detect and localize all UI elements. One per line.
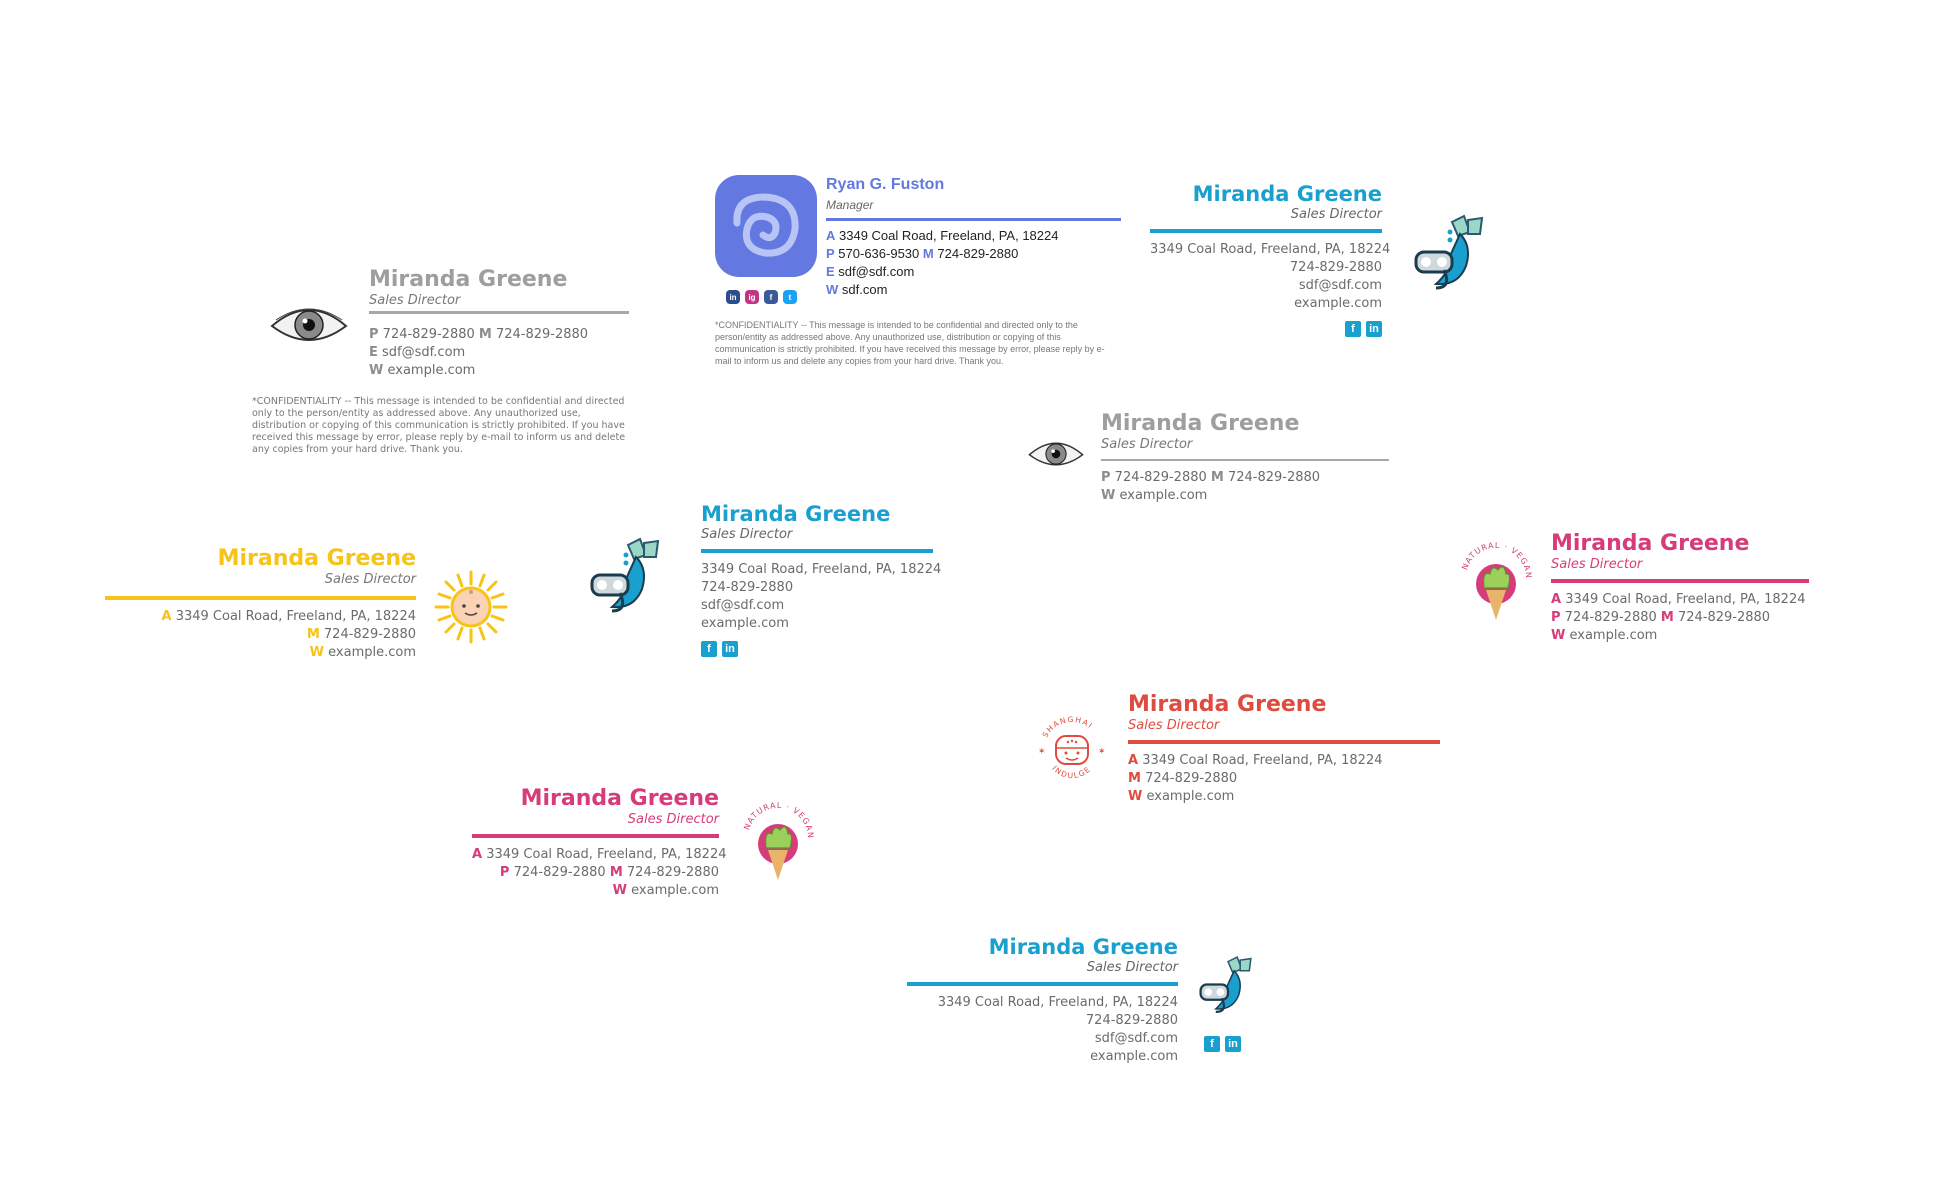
signature-divider bbox=[472, 834, 719, 838]
social-icons bbox=[1150, 321, 1382, 337]
phone-line: P 570-636-9530 M 724-829-2880 bbox=[826, 246, 1019, 261]
signature-title: Sales Director bbox=[1101, 437, 1193, 452]
signature-yellow bbox=[105, 546, 416, 662]
signature-title: Manager bbox=[826, 198, 874, 212]
signature-title: Sales Director bbox=[369, 293, 461, 308]
web-line: W sdf.com bbox=[826, 282, 888, 297]
signature-divider bbox=[1150, 229, 1382, 233]
snorkel-whale-icon bbox=[1196, 954, 1260, 1022]
signature-name: Miranda Greene bbox=[1101, 411, 1300, 436]
web-link[interactable]: example.com bbox=[701, 616, 789, 631]
signature-divider bbox=[701, 549, 933, 553]
signature-name: Miranda Greene bbox=[369, 267, 568, 292]
signature-divider bbox=[105, 596, 416, 600]
natural-vegan-logo-icon bbox=[740, 800, 816, 888]
email-line: E sdf@sdf.com bbox=[369, 345, 466, 360]
confidentiality-disclaimer: *CONFIDENTIALITY -- This message is intended to be confidential and directed only to the person/entity as addressed above. Any unauthorized use, distribution or copying of this communication is strictly prohibited. If you have received this message by error, please reply by e-mail to inform us and delete any copies from your hard drive. Thank you. bbox=[252, 396, 626, 455]
svg-text:✶: ✶ bbox=[1038, 747, 1046, 757]
signature-title: Sales Director bbox=[1086, 960, 1178, 975]
signature-name: Miranda Greene bbox=[988, 935, 1178, 959]
phone-line: P 724-829-2880 M 724-829-2880 bbox=[499, 865, 719, 880]
shanghai-indulge-logo-icon bbox=[1034, 712, 1110, 792]
phone-line: 724-829-2880 bbox=[1289, 260, 1382, 275]
phone-line: 724-829-2880 bbox=[701, 580, 794, 595]
signature-title: Sales Director bbox=[701, 527, 793, 542]
web-link[interactable]: example.com bbox=[1090, 1049, 1178, 1064]
signature-divider bbox=[1101, 459, 1389, 461]
email-link[interactable]: sdf@sdf.com bbox=[1094, 1031, 1178, 1046]
natural-vegan-logo-icon bbox=[1458, 540, 1534, 628]
signature-ryan bbox=[826, 174, 1121, 299]
web-link[interactable]: sdf.com bbox=[841, 282, 888, 297]
signature-title: Sales Director bbox=[1551, 557, 1643, 572]
phone-line: P 724-829-2880 M 724-829-2880 bbox=[369, 327, 589, 342]
web-line: W example.com bbox=[1551, 628, 1658, 643]
signature-gray-eye-2 bbox=[1101, 411, 1389, 505]
signature-title: Sales Director bbox=[324, 572, 416, 587]
signature-title: Sales Director bbox=[627, 812, 719, 827]
signature-title: Sales Director bbox=[1290, 207, 1382, 222]
facebook-icon[interactable]: f bbox=[1345, 321, 1361, 337]
sun-face-icon bbox=[434, 570, 508, 648]
facebook-icon[interactable]: f bbox=[1204, 1036, 1220, 1052]
mobile-line: M 724-829-2880 bbox=[1128, 771, 1238, 786]
web-line: W example.com bbox=[612, 883, 719, 898]
twitter-icon[interactable]: t bbox=[783, 290, 797, 304]
snorkel-whale-icon bbox=[1410, 212, 1494, 300]
email-link[interactable]: sdf@sdf.com bbox=[838, 264, 915, 279]
phone-line: P 724-829-2880 M 724-829-2880 bbox=[1551, 610, 1771, 625]
web-line: W example.com bbox=[369, 363, 476, 378]
signature-blue-top bbox=[1150, 181, 1391, 337]
instagram-icon[interactable]: ig bbox=[745, 290, 759, 304]
web-link[interactable]: example.com bbox=[1119, 488, 1208, 503]
phone-line: 724-829-2880 bbox=[1085, 1013, 1178, 1028]
signature-name: Miranda Greene bbox=[1551, 531, 1750, 556]
spiral-logo-icon bbox=[715, 175, 817, 281]
email-link[interactable]: sdf@sdf.com bbox=[382, 345, 466, 360]
address-line: A 3349 Coal Road, Freeland, PA, 18224 bbox=[472, 847, 727, 862]
social-icons bbox=[1204, 1036, 1241, 1052]
svg-text:NATURAL · VEGAN: NATURAL · VEGAN bbox=[742, 800, 816, 840]
linkedin-icon[interactable]: in bbox=[722, 641, 738, 657]
ryan-social-icons bbox=[726, 290, 797, 304]
web-link[interactable]: example.com bbox=[631, 883, 719, 898]
svg-text:SHANGHAI: SHANGHAI bbox=[1040, 714, 1095, 740]
email-link[interactable]: sdf@sdf.com bbox=[1298, 278, 1382, 293]
linkedin-icon[interactable]: in bbox=[1366, 321, 1382, 337]
email-link[interactable]: sdf@sdf.com bbox=[701, 598, 785, 613]
facebook-icon[interactable]: f bbox=[701, 641, 717, 657]
signature-divider bbox=[826, 218, 1121, 221]
signature-name: Miranda Greene bbox=[1192, 182, 1382, 206]
svg-text:NATURAL · VEGAN: NATURAL · VEGAN bbox=[1460, 540, 1534, 580]
web-link[interactable]: example.com bbox=[328, 645, 416, 660]
signature-name: Miranda Greene bbox=[217, 546, 416, 571]
address-line: A 3349 Coal Road, Freeland, PA, 18224 bbox=[1551, 592, 1806, 607]
linkedin-icon[interactable]: in bbox=[1225, 1036, 1241, 1052]
signature-divider bbox=[907, 982, 1178, 986]
address-line: 3349 Coal Road, Freeland, PA, 18224 bbox=[1150, 242, 1391, 257]
signature-pink-left bbox=[472, 786, 727, 900]
signature-divider bbox=[1128, 740, 1440, 744]
web-line: W example.com bbox=[309, 645, 416, 660]
signature-name: Miranda Greene bbox=[701, 502, 891, 526]
facebook-icon[interactable]: f bbox=[764, 290, 778, 304]
phone-line: P 724-829-2880 M 724-829-2880 bbox=[1101, 470, 1321, 485]
confidentiality-disclaimer: *CONFIDENTIALITY -- This message is intended to be confidential and directed only to the person/entity as addressed above. Any unauthorized use, distribution or copying of this communication is strictly prohibited. If you have received this message by error, please reply by e-mail to inform us and delete any copies from your hard drive. Thank you. bbox=[715, 320, 1105, 366]
signature-pink-right bbox=[1551, 531, 1809, 645]
signature-divider bbox=[369, 311, 629, 314]
web-line: W example.com bbox=[1128, 789, 1235, 804]
eye-logo-icon bbox=[268, 300, 350, 354]
web-link[interactable]: example.com bbox=[1569, 628, 1658, 643]
svg-text:INDULGE: INDULGE bbox=[1050, 763, 1093, 781]
social-icons bbox=[701, 641, 933, 657]
snorkel-whale-icon bbox=[586, 535, 670, 623]
mobile-line: M 724-829-2880 bbox=[306, 627, 416, 642]
eye-logo-icon bbox=[1026, 436, 1086, 476]
email-line: E sdf@sdf.com bbox=[826, 264, 915, 279]
signature-name: Ryan G. Fuston bbox=[826, 176, 945, 193]
web-link[interactable]: example.com bbox=[1146, 789, 1235, 804]
svg-text:✶: ✶ bbox=[1098, 747, 1106, 757]
signature-name: Miranda Greene bbox=[1128, 692, 1327, 717]
signature-name: Miranda Greene bbox=[520, 786, 719, 811]
signature-title: Sales Director bbox=[1128, 718, 1220, 733]
signature-blue-bottom bbox=[907, 934, 1178, 1066]
linkedin-icon[interactable]: in bbox=[726, 290, 740, 304]
address-line: 3349 Coal Road, Freeland, PA, 18224 bbox=[937, 995, 1178, 1010]
address-line: A 3349 Coal Road, Freeland, PA, 18224 bbox=[1128, 753, 1383, 768]
signature-red bbox=[1128, 692, 1440, 806]
signature-gray-eye bbox=[369, 267, 629, 380]
address-line: A 3349 Coal Road, Freeland, PA, 18224 bbox=[826, 228, 1059, 243]
signature-blue-mid bbox=[701, 501, 942, 657]
web-link[interactable]: example.com bbox=[1294, 296, 1382, 311]
web-line: W example.com bbox=[1101, 488, 1208, 503]
address-line: A 3349 Coal Road, Freeland, PA, 18224 bbox=[161, 609, 416, 624]
signature-divider bbox=[1551, 579, 1809, 583]
web-link[interactable]: example.com bbox=[387, 363, 476, 378]
address-line: 3349 Coal Road, Freeland, PA, 18224 bbox=[701, 562, 942, 577]
